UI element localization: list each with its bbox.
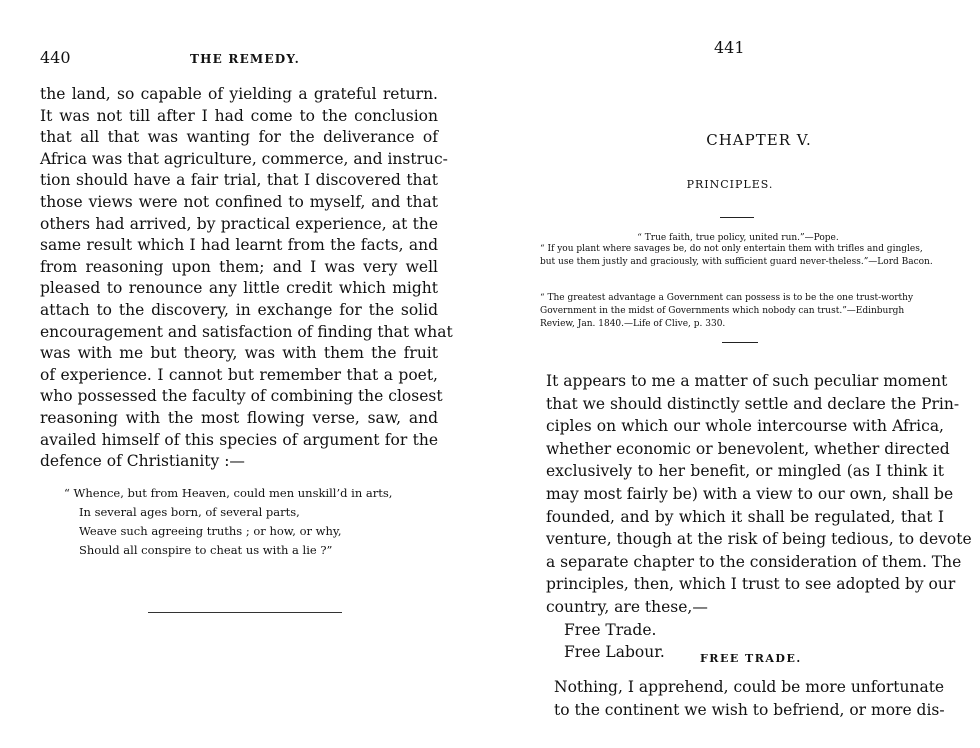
text-line: principles, then, which I trust to see adopted by our bbox=[546, 575, 956, 594]
text-line: ciples on which our whole intercourse with Africa, bbox=[546, 417, 944, 436]
poem-line: Should all conspire to cheat us with a lie ?” bbox=[79, 543, 333, 557]
text-line: pleased to renounce any little credit which might bbox=[40, 279, 438, 298]
text-line: those views were not confined to myself, and that bbox=[40, 192, 438, 211]
text-line: was with me but theory, was with them the fruit bbox=[40, 344, 438, 363]
divider-rule bbox=[722, 342, 758, 343]
right-page bbox=[490, 0, 980, 748]
principle-free-labour: Free Labour. bbox=[564, 643, 665, 662]
poem-line: In several ages born, of several parts, bbox=[79, 505, 300, 519]
text-line: others had arrived, by practical experience, at the bbox=[40, 214, 438, 233]
text-line: to the continent we wish to befriend, or more dis- bbox=[554, 700, 945, 719]
text-line: defence of Christianity :— bbox=[40, 452, 245, 471]
text-line: It appears to me a matter of such peculiar moment bbox=[546, 372, 948, 390]
text-line: that we should distinctly settle and declare the Prin- bbox=[546, 394, 960, 413]
chapter-title: CHAPTER V. bbox=[706, 131, 812, 149]
running-head: THE REMEDY. bbox=[190, 52, 300, 66]
text-line: the land, so capable of yielding a grateful return. bbox=[40, 85, 438, 103]
left-page-number: 440 bbox=[40, 48, 71, 67]
poem-line: “ Whence, but from Heaven, could men unskill’d in arts, bbox=[64, 486, 393, 500]
text-line: encouragement and satisfaction of finding that what bbox=[40, 322, 453, 341]
section-heading: FREE TRADE. bbox=[700, 652, 802, 665]
chapter-subtitle: PRINCIPLES. bbox=[686, 178, 774, 191]
text-line: country, are these,— bbox=[546, 597, 708, 616]
text-line: exclusively to her benefit, or mingled (as I think it bbox=[546, 462, 944, 481]
right-page-number: 441 bbox=[714, 38, 745, 57]
text-line: Africa was that agriculture, commerce, and instruc- bbox=[40, 149, 448, 168]
epigraph-edinburgh: “ The greatest advantage a Government can possess is to be the one trust-worthy Government in the midst of Governments which nobody can trust.”—Edinburgh Review, Jan. 1840.—Life of Clive, p. 330. bbox=[540, 293, 914, 329]
text-line: of experience. I cannot but remember that a poet, bbox=[40, 365, 438, 384]
text-line: It was not till after I had come to the conclusion bbox=[40, 106, 438, 125]
left-body-text bbox=[40, 84, 453, 473]
text-line: reasoning with the most flowing verse, saw, and bbox=[40, 408, 438, 427]
poem-line: Weave such agreeing truths ; or how, or why, bbox=[79, 524, 342, 538]
epigraph-bacon: “ If you plant where savages be, do not only entertain them with trifles and gingles, but use them justly and graciously, with sufficient guard never-theless.”—Lord Bacon. bbox=[540, 244, 933, 267]
text-line: venture, though at the risk of being tedious, to devote bbox=[546, 530, 972, 549]
end-rule bbox=[148, 612, 342, 613]
text-line: tion should have a fair trial, that I discovered that bbox=[40, 171, 438, 190]
text-line: may most fairly be) with a view to our own, shall be bbox=[546, 484, 954, 503]
right-body-text bbox=[546, 370, 972, 664]
divider-rule bbox=[720, 217, 754, 218]
text-line: Nothing, I apprehend, could be more unfortunate bbox=[554, 678, 945, 696]
poem-quote bbox=[64, 484, 392, 560]
text-line: who possessed the faculty of combining the closest bbox=[40, 387, 443, 406]
text-line: same result which I had learnt from the facts, and bbox=[40, 236, 438, 255]
text-line: a separate chapter to the consideration of them. The bbox=[546, 552, 962, 571]
text-line: whether economic or benevolent, whether directed bbox=[546, 439, 950, 458]
closing-text bbox=[554, 676, 944, 721]
epigraph-pope: “ True faith, true policy, united run.”—Pope. bbox=[637, 233, 839, 243]
text-line: that all that was wanting for the deliverance of bbox=[40, 128, 438, 147]
principle-free-trade: Free Trade. bbox=[564, 620, 657, 639]
text-line: attach to the discovery, in exchange for the solid bbox=[40, 300, 438, 319]
text-line: founded, and by which it shall be regulated, that I bbox=[546, 507, 944, 526]
text-line: from reasoning upon them; and I was very well bbox=[40, 257, 438, 276]
text-line: availed himself of this species of argument for the bbox=[40, 430, 438, 449]
